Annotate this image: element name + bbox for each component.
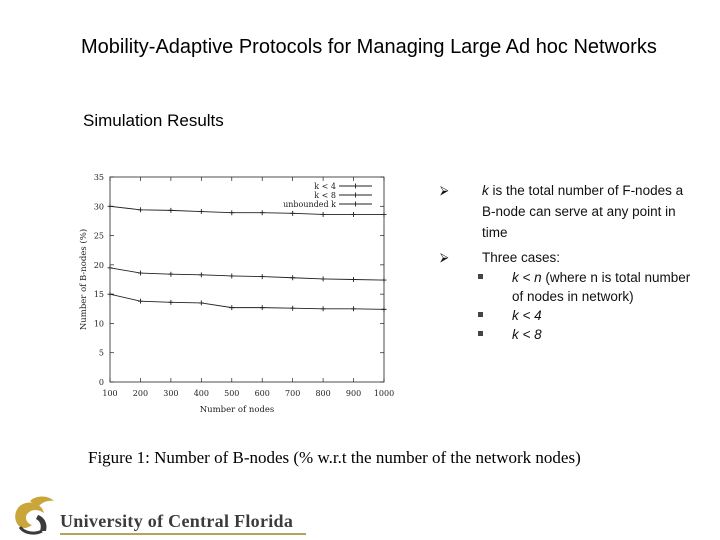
sub-bullet-item	[440, 306, 700, 325]
sub-bullet-italic: k < 4	[512, 308, 542, 323]
chart	[74, 160, 404, 422]
data-point-marker	[260, 210, 265, 215]
sub-bullet-list	[482, 268, 700, 344]
legend-marker	[353, 202, 358, 207]
data-point-marker	[199, 300, 204, 305]
figure-caption: Figure 1: Number of B-nodes (% w.r.t the number of the network nodes)	[88, 448, 581, 467]
bullet-list	[440, 180, 700, 348]
series-line	[110, 268, 384, 280]
bullet-cases	[440, 247, 700, 344]
x-tick-label: 300	[163, 389, 179, 398]
data-point-marker	[168, 300, 173, 305]
bullet-cases-text: Three cases:	[482, 250, 561, 265]
legend-marker	[353, 184, 358, 189]
square-bullet-icon	[478, 312, 483, 317]
bullet-definition-italic: k	[482, 183, 489, 198]
data-point-marker	[382, 278, 387, 283]
data-point-marker	[382, 307, 387, 312]
legend-marker	[353, 193, 358, 198]
data-point-marker	[108, 265, 113, 270]
data-point-marker	[321, 306, 326, 311]
data-point-marker	[138, 299, 143, 304]
x-tick-label: 100	[102, 389, 118, 398]
sub-bullet-italic: k < n	[512, 270, 542, 285]
data-point-marker	[168, 272, 173, 277]
x-tick-label: 900	[345, 389, 362, 398]
data-point-marker	[229, 210, 234, 215]
data-point-marker	[229, 305, 234, 310]
sub-bullet-text: (where n is total number of nodes in network)	[512, 270, 691, 304]
x-tick-label: 700	[285, 389, 301, 398]
data-point-marker	[199, 209, 204, 214]
sub-bullet-item	[440, 325, 700, 344]
data-point-marker	[382, 212, 387, 217]
x-tick-label: 600	[254, 389, 270, 398]
x-axis-title: Number of nodes	[199, 405, 275, 415]
square-bullet-icon	[478, 274, 483, 279]
data-point-marker	[108, 204, 113, 209]
x-tick-label: 400	[193, 389, 209, 398]
y-tick-label: 20	[93, 260, 104, 270]
slide-title: Mobility-Adaptive Protocols for Managing Large Ad hoc Networks	[81, 36, 657, 58]
line-chart-svg	[74, 160, 404, 422]
x-tick-label: 1000	[373, 389, 395, 398]
x-tick-label: 200	[132, 389, 149, 398]
series-line	[110, 206, 384, 214]
data-point-marker	[138, 207, 143, 212]
x-tick-label: 800	[315, 389, 331, 398]
data-point-marker	[290, 211, 295, 216]
y-tick-label: 15	[93, 290, 104, 300]
series-line	[110, 294, 384, 309]
section-title: Simulation Results	[83, 111, 224, 130]
y-tick-label: 25	[93, 231, 104, 241]
arrow-bullet-icon: ⮚	[440, 250, 449, 264]
y-tick-label: 30	[93, 202, 104, 212]
sub-bullet-italic: k < 8	[512, 327, 542, 342]
data-point-marker	[290, 275, 295, 280]
data-point-marker	[321, 276, 326, 281]
data-point-marker	[260, 274, 265, 279]
bullet-definition	[440, 180, 700, 243]
logo-underline	[60, 533, 306, 535]
arrow-bullet-icon: ⮚	[440, 183, 449, 197]
square-bullet-icon	[478, 331, 483, 336]
bullet-definition-text: is the total number of F-nodes a B-node can serve at any point in time	[482, 183, 684, 240]
data-point-marker	[290, 306, 295, 311]
y-tick-label: 5	[98, 348, 104, 358]
y-tick-label: 10	[93, 319, 104, 329]
data-point-marker	[229, 273, 234, 278]
data-point-marker	[168, 208, 173, 213]
data-point-marker	[351, 306, 356, 311]
data-point-marker	[108, 292, 113, 297]
data-point-marker	[351, 212, 356, 217]
x-tick-label: 500	[224, 389, 240, 398]
data-point-marker	[260, 305, 265, 310]
sub-bullet-item	[440, 268, 700, 306]
data-point-marker	[321, 212, 326, 217]
y-tick-label: 35	[93, 173, 104, 182]
data-point-marker	[351, 277, 356, 282]
university-logo-text: University of Central Florida	[60, 511, 294, 531]
data-point-marker	[199, 272, 204, 277]
y-axis-title: Number of B-nodes (%)	[79, 228, 89, 331]
legend-label: k < 4	[314, 182, 336, 191]
y-tick-label: 0	[98, 378, 104, 387]
data-point-marker	[138, 271, 143, 276]
legend-label: k < 8	[314, 191, 336, 200]
legend-label: unbounded k	[283, 200, 336, 209]
